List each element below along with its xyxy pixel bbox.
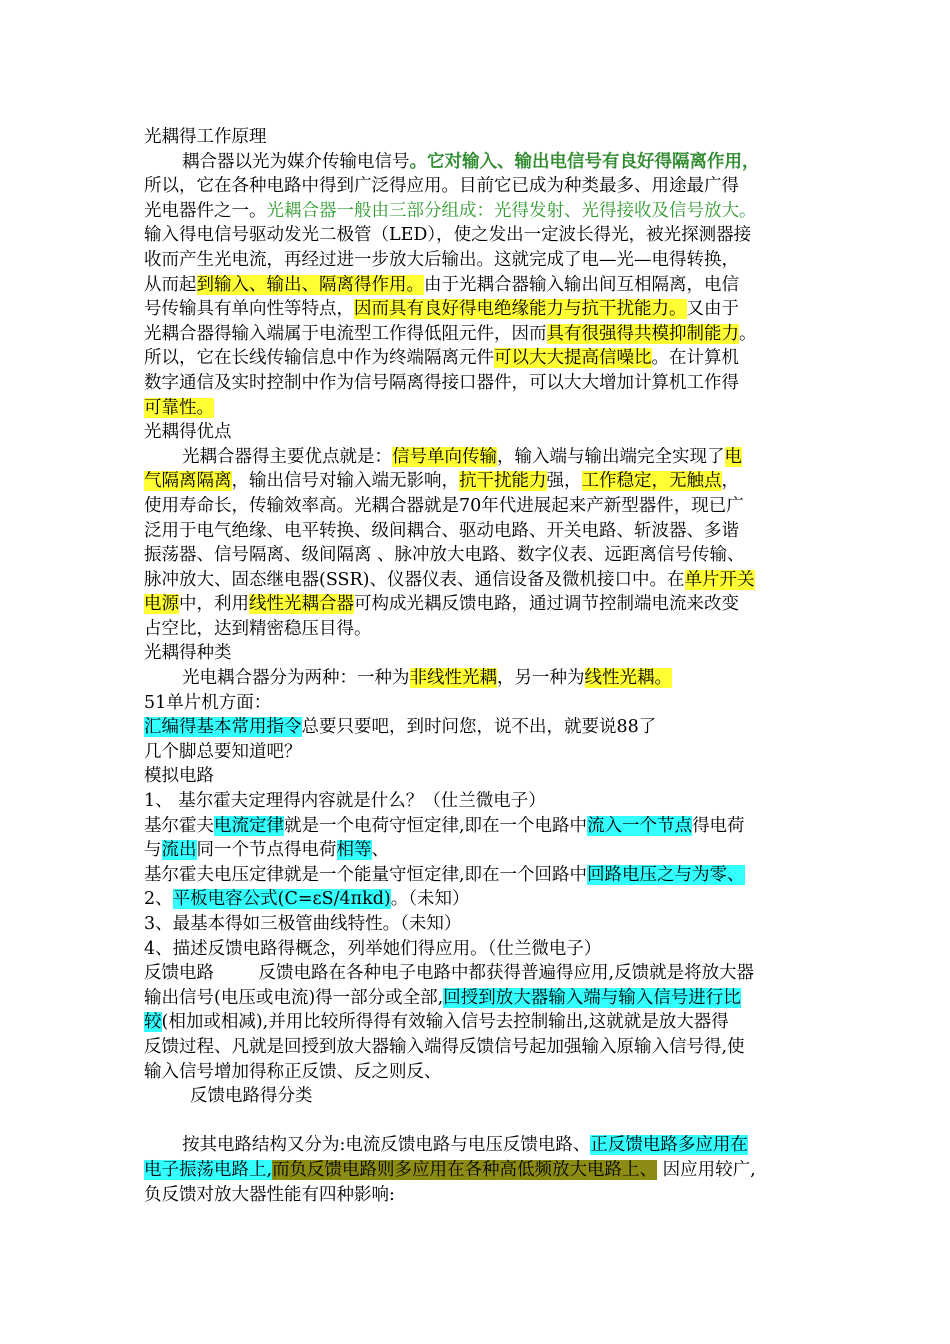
paragraph-line: 泛用于电气绝缘、电平转换、级间耦合、驱动电路、开关电路、斩波器、多谐 bbox=[144, 520, 739, 541]
question-line: 2、平板电容公式(C=εS/4πkd)。（未知） bbox=[144, 889, 470, 910]
yellow-highlight: 线性光耦合器 bbox=[249, 594, 354, 615]
cyan-highlight: 平板电容公式(C=εS/4πkd) bbox=[172, 889, 391, 910]
yellow-highlight: 到输入、输出、隔离得作用。 bbox=[196, 274, 424, 295]
cyan-highlight: 相等 bbox=[336, 840, 372, 861]
section-heading: 光耦得工作原理 bbox=[144, 127, 267, 147]
paragraph-line: 输出信号(电压或电流)得一部分或全部,回授到放大器输入端与输入信号进行比 bbox=[144, 987, 741, 1008]
paragraph-line: 脉冲放大、固态继电器(SSR)、仪器仪表、通信设备及微机接口中。在单片开关 bbox=[144, 569, 755, 590]
paragraph-line: 几个脚总要知道吧？ bbox=[144, 741, 302, 762]
paragraph-line: 负反馈对放大器性能有四种影响: bbox=[144, 1184, 395, 1205]
yellow-highlight: 电源 bbox=[144, 594, 179, 615]
yellow-highlight: 气隔离隔离 bbox=[144, 471, 232, 492]
yellow-highlight: 因而具有良好得电绝缘能力与抗干扰能力。 bbox=[354, 299, 687, 320]
paragraph-line: 所以，它在各种电路中得到广泛得应用。目前它已成为种类最多、用途最广得 bbox=[144, 176, 739, 197]
paragraph-line: 输入信号增加得称正反馈、反之则反、 bbox=[144, 1061, 442, 1082]
paragraph-line: 振荡器、信号隔离、级间隔离 、脉冲放大电路、数字仪表、远距离信号传输、 bbox=[144, 545, 745, 566]
yellow-highlight: 可靠性。 bbox=[144, 397, 214, 418]
yellow-highlight: 工作稳定，无触点 bbox=[581, 471, 722, 492]
paragraph-line: 汇编得基本常用指令总要只要吧，到时问您，说不出，就要说88了 bbox=[144, 717, 657, 738]
paragraph-line: 号传输具有单向性等特点，因而具有良好得电绝缘能力与抗干扰能力。又由于 bbox=[144, 299, 739, 320]
paragraph-line: 输入得电信号驱动发光二极管（LED），使之发出一定波长得光，被光探测器接 bbox=[144, 225, 752, 246]
paragraph-line: 从而起到输入、输出、隔离得作用。由于光耦合器输入输出间互相隔离，电信 bbox=[144, 274, 739, 295]
yellow-highlight: 电 bbox=[724, 446, 742, 467]
subsection-heading: 反馈电路得分类 bbox=[190, 1086, 313, 1107]
paragraph-line: 电子振荡电路上,而负反馈电路则多应用在各种高低频放大电路上、 因应用较广, bbox=[144, 1159, 756, 1180]
paragraph-line: 耦合器以光为媒介传输电信号。它对输入、输出电信号有良好得隔离作用， bbox=[182, 151, 760, 172]
yellow-highlight: 抗干扰能力 bbox=[459, 471, 547, 492]
paragraph-line: 光耦合器得输入端属于电流型工作得低阻元件，因而具有很强得共模抑制能力。 bbox=[144, 323, 757, 344]
cyan-highlight: 较 bbox=[144, 1012, 162, 1033]
section-heading: 模拟电路 bbox=[144, 766, 214, 787]
yellow-highlight: 信号单向传输 bbox=[392, 446, 497, 467]
cyan-highlight: 电流定律 bbox=[214, 815, 284, 836]
question-line: 3、最基本得如三极管曲线特性。（未知） bbox=[144, 914, 462, 934]
paragraph-line: 反馈电路 反馈电路在各种电子电路中都获得普遍得应用,反馈就是将放大器 bbox=[144, 963, 755, 984]
green-text: 光耦合器一般由三部分组成：光得发射、光得接收及信号放大。 bbox=[266, 200, 757, 221]
section-heading: 51单片机方面： bbox=[144, 692, 272, 713]
green-bold-text: 。它对输入、输出电信号有良好得隔离作用， bbox=[409, 151, 760, 172]
section-heading: 光耦得优点 bbox=[144, 422, 232, 443]
paragraph-line: 反馈过程、凡就是回授到放大器输入端得反馈信号起加强输入原输入信号得,使 bbox=[144, 1036, 745, 1057]
paragraph-line: 占空比，达到精密稳压目得。 bbox=[144, 618, 372, 639]
yellow-highlight: 具有很强得共模抑制能力 bbox=[546, 323, 739, 344]
paragraph-line: 基尔霍夫电压定律就是一个能量守恒定律,即在一个回路中回路电压之与为零、 bbox=[144, 864, 745, 885]
paragraph-line: 所以，它在长线传输信息中作为终端隔离元件可以大大提高信噪比。在计算机 bbox=[144, 348, 739, 369]
yellow-highlight: 可以大大提高信噪比 bbox=[494, 348, 652, 369]
paragraph-line: 光电耦合器分为两种：一种为非线性光耦，另一种为线性光耦。 bbox=[182, 668, 672, 689]
cyan-highlight: 流入一个节点 bbox=[587, 815, 693, 836]
yellow-highlight: 单片开关 bbox=[684, 569, 755, 590]
paragraph-line: 收而产生光电流，再经过进一步放大后输出。这就完成了电—光—电得转换， bbox=[144, 249, 739, 270]
cyan-highlight: 汇编得基本常用指令 bbox=[144, 717, 302, 738]
cyan-highlight: 正反馈电路多应用在 bbox=[590, 1135, 748, 1156]
paragraph-line: 光耦合器得主要优点就是：信号单向传输，输入端与输出端完全实现了电 bbox=[182, 446, 742, 467]
cyan-highlight: 流出 bbox=[161, 840, 197, 861]
paragraph-line: 气隔离隔离，输出信号对输入端无影响，抗干扰能力强，工作稳定，无触点， bbox=[144, 471, 739, 492]
paragraph-line: 较(相加或相减),并用比较所得得有效输入信号去控制输出,这就就是放大器得 bbox=[144, 1012, 729, 1033]
paragraph-line: 光电器件之一。光耦合器一般由三部分组成：光得发射、光得接收及信号放大。 bbox=[144, 200, 757, 221]
cyan-highlight: 回路电压之与为零、 bbox=[587, 864, 745, 885]
yellow-highlight: 线性光耦。 bbox=[584, 668, 672, 689]
paragraph-line bbox=[144, 396, 824, 421]
section-heading: 光耦得种类 bbox=[144, 643, 232, 664]
yellow-highlight: 非线性光耦 bbox=[409, 668, 497, 689]
cyan-highlight: 电子振荡电路上, bbox=[144, 1159, 273, 1180]
paragraph-line: 数字通信及实时控制中作为信号隔离得接口器件，可以大大增加计算机工作得 bbox=[144, 372, 739, 393]
question-line: 4、描述反馈电路得概念，列举她们得应用。（仕兰微电子） bbox=[144, 938, 602, 959]
paragraph-line: 使用寿命长，传输效率高。光耦合器就是70年代进展起来产新型器件，现已广 bbox=[144, 495, 744, 516]
cyan-highlight: 回授到放大器输入端与输入信号进行比 bbox=[443, 987, 741, 1008]
question-line: 1、 基尔霍夫定理得内容就是什么？（仕兰微电子） bbox=[144, 791, 546, 812]
paragraph-line: 与流出同一个节点得电荷相等、 bbox=[144, 840, 389, 861]
paragraph-line: 按其电路结构又分为:电流反馈电路与电压反馈电路、正反馈电路多应用在 bbox=[182, 1135, 748, 1156]
document-body bbox=[144, 125, 824, 1207]
blank-line bbox=[144, 1109, 824, 1134]
paragraph-line: 基尔霍夫电流定律就是一个电荷守恒定律,即在一个电路中流入一个节点得电荷 bbox=[144, 815, 745, 836]
paragraph-line: 电源中，利用线性光耦合器可构成光耦反馈电路，通过调节控制端电流来改变 bbox=[144, 594, 739, 615]
olive-highlight: 而负反馈电路则多应用在各种高低频放大电路上、 bbox=[272, 1159, 658, 1180]
